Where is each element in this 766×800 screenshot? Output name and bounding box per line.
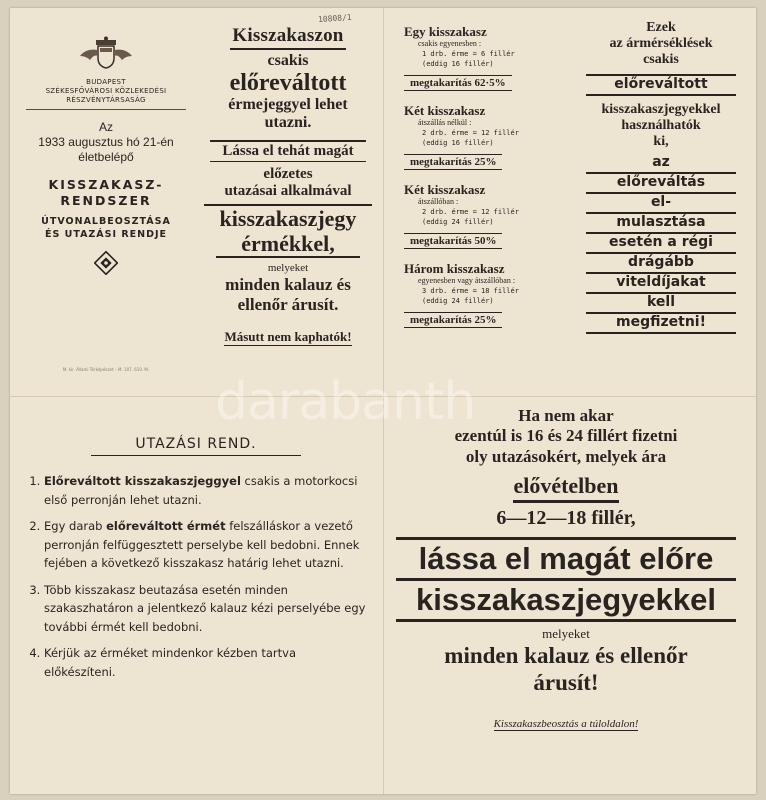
fare-calculation: 3 drb. érme = 18 fillér <box>422 287 519 295</box>
text-line: kisszakaszjegyekkel <box>601 102 721 117</box>
rule-text-bold: Előreváltott kisszakaszjeggyel <box>44 474 241 488</box>
fare-calculation: 2 drb. érme = 12 fillér <box>422 129 519 137</box>
text-line: viteldíjakat <box>586 274 736 294</box>
fare-previous-price: (eddig 24 fillér) <box>422 297 494 305</box>
rule-text-bold: előreváltott érmét <box>106 519 226 533</box>
rule-item <box>44 472 366 509</box>
rule-text-pre: Több kisszakasz beutazása esetén minden szakaszhatáron a jelentkező kalauz kézi perselyébe egy további érmét kell bedobni. <box>44 582 366 634</box>
discount-warning-panel <box>582 20 740 388</box>
back-side-note: Kisszakaszbeosztás a túloldalon! <box>493 718 639 730</box>
fare-saving: megtakarítás 25% <box>404 312 502 328</box>
text-line: mulasztása <box>586 214 736 234</box>
rule-text-post: csakis a motorkocsi első perronján lehet utazni. <box>44 474 358 507</box>
route-line: ÉS UTAZÁSI RENDJE <box>44 229 168 240</box>
text-line: melyeket <box>542 626 590 641</box>
text-line: előzetes <box>263 166 313 182</box>
text-line: előreváltás <box>586 174 736 194</box>
text-line: csakis <box>643 52 679 67</box>
text-line: előreváltott <box>229 70 347 96</box>
fare-condition: csakis egyenesben : <box>418 39 482 48</box>
text-line: csakis <box>267 52 309 69</box>
fare-list <box>392 24 572 328</box>
inventory-number: 10808/1 <box>317 12 352 25</box>
diamond-emblem-icon <box>94 251 118 275</box>
text-line: utazni. <box>264 114 312 131</box>
organization-name <box>26 78 186 110</box>
fare-table-panel <box>392 20 572 388</box>
text-line: esetén a régi <box>586 234 736 254</box>
system-title-line: RENDSZER <box>60 193 152 208</box>
fare-previous-price: (eddig 16 fillér) <box>422 139 494 147</box>
text-line: oly utazásokért, melyek ára <box>465 447 667 466</box>
panel-title: Kisszakaszon <box>230 25 345 50</box>
org-line: SZÉKESFŐVÁROSI KÖZLEKEDÉSI <box>45 87 167 95</box>
printer-imprint: M. kir. Állami Térképészet – M. 107. 610. M. <box>62 367 150 372</box>
text-line: ezentúl is 16 és 24 fillért fizetni <box>454 426 678 445</box>
rules-list <box>26 472 366 681</box>
text-line: el- <box>586 194 736 214</box>
text-line: kisszakaszjegyekkel <box>396 578 736 622</box>
fare-condition: átszállás nélkül : <box>418 118 472 127</box>
fare-previous-price: (eddig 16 fillér) <box>422 60 494 68</box>
text-line: elővételben <box>513 472 618 503</box>
travel-rules-panel <box>26 436 366 736</box>
text-line: ki, <box>653 134 669 149</box>
text-line: Másutt nem kaphatók! <box>224 329 352 344</box>
route-subtitle <box>20 215 192 241</box>
fare-entry <box>404 182 572 249</box>
text-line: minden kalauz és ellenőr <box>444 643 688 668</box>
rule-text-post: felszálláskor a vezető perronján felfüggesztett perselybe kell bedobni. Ennek fejében a következő kisszakasz határig lehet utazni. <box>44 519 360 570</box>
fare-calculation: 2 drb. érme = 12 fillér <box>422 208 519 216</box>
route-line: ÚTVONALBEOSZTÁSA <box>41 216 171 227</box>
fare-title: Két kisszakasz <box>404 182 486 197</box>
text-line: utazásai alkalmával <box>224 183 352 199</box>
fold-line-vertical <box>383 8 384 794</box>
watermark: darabanth <box>215 372 476 432</box>
fold-line-horizontal <box>10 396 756 397</box>
text-line: ellenőr árusít. <box>237 295 339 314</box>
text-line: árusít! <box>533 670 599 695</box>
cover-panel <box>20 20 192 388</box>
coat-of-arms-icon <box>76 36 136 72</box>
date-line: 1933 augusztus hó 21-én <box>38 135 174 149</box>
call-to-action-panel <box>396 406 736 758</box>
text-line: érmejeggyel lehet <box>228 96 348 113</box>
fare-saving: megtakarítás 50% <box>404 233 502 249</box>
fare-previous-price: (eddig 24 fillér) <box>422 218 494 226</box>
fare-condition: átszállóban : <box>418 197 459 206</box>
text-line: Lássa el tehát magát <box>210 140 366 162</box>
text-line: drágább <box>586 254 736 274</box>
text-line: lássa el magát előre <box>396 537 736 578</box>
rule-text-pre: Kérjük az érméket mindenkor kézben tartva előkészíteni. <box>44 646 297 679</box>
prepaid-notice-panel <box>198 12 378 388</box>
fare-condition: egyenesben vagy átszállóban : <box>418 276 516 285</box>
fare-title: Három kisszakasz <box>404 261 505 276</box>
text-line: az <box>586 154 736 174</box>
text-line: előreváltott <box>586 74 736 96</box>
text-line: Ha nem akar <box>518 406 614 425</box>
text-line: érmékkel, <box>216 231 360 258</box>
text-line: használhatók <box>621 118 701 133</box>
fare-title: Egy kisszakasz <box>404 24 487 39</box>
text-line: Ezek <box>646 20 676 35</box>
rules-title: UTAZÁSI REND. <box>91 436 301 456</box>
fare-entry <box>404 261 572 328</box>
rule-item <box>44 517 366 573</box>
fare-entry <box>404 103 572 170</box>
org-line: BUDAPEST <box>86 78 126 86</box>
text-line: kell <box>586 294 736 314</box>
effective-date <box>20 120 192 165</box>
rule-item <box>44 644 366 681</box>
text-line: megfizetni! <box>586 314 736 334</box>
fare-saving: megtakarítás 25% <box>404 154 502 170</box>
org-line: RÉSZVÉNYTÁRSASÁG <box>66 96 146 104</box>
text-line: kisszakaszjegy <box>204 204 372 231</box>
fare-title: Két kisszakasz <box>404 103 486 118</box>
system-title-line: KISSZAKASZ- <box>48 177 164 192</box>
date-line: életbelépő <box>78 150 134 164</box>
fare-saving: megtakarítás 62·5% <box>404 75 512 91</box>
text-line: melyeket <box>267 262 309 274</box>
rule-item <box>44 581 366 637</box>
system-title <box>20 177 192 209</box>
text-line: 6—12—18 fillér, <box>496 507 636 529</box>
fare-entry <box>404 24 572 91</box>
text-line: az ármérséklések <box>609 36 713 51</box>
date-line: Az <box>98 120 113 134</box>
rule-text-pre: Egy darab <box>44 519 107 533</box>
text-line: minden kalauz és <box>225 275 351 294</box>
fare-calculation: 1 drb. érme = 6 fillér <box>422 50 515 58</box>
